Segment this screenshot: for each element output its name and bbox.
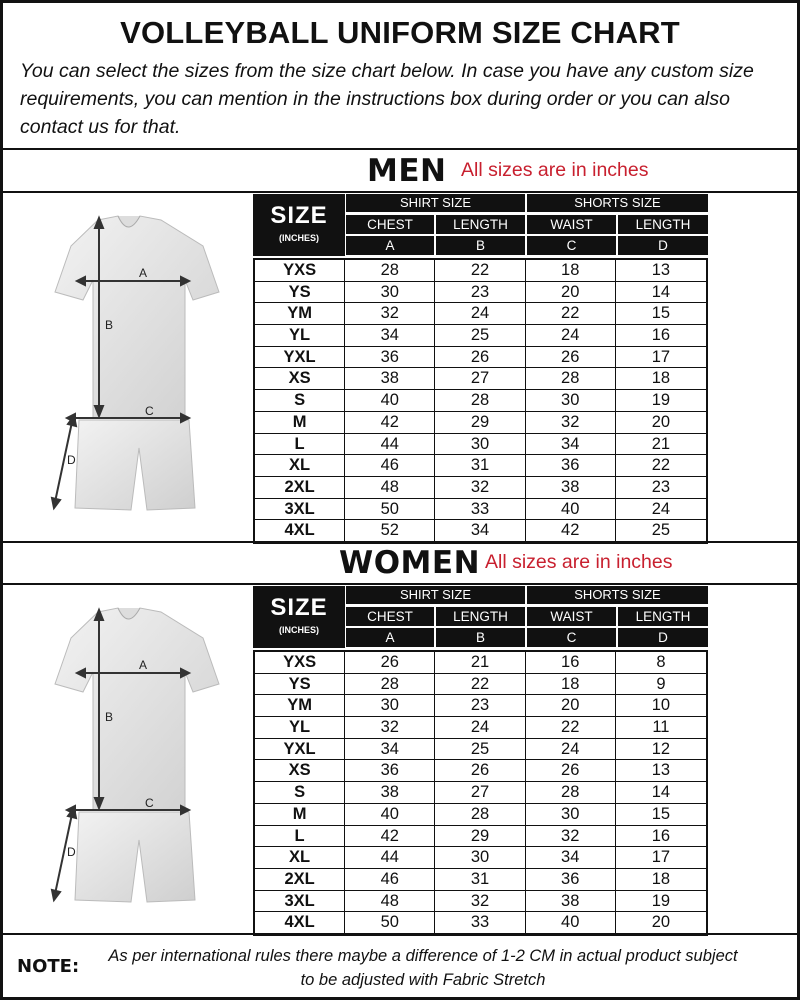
size-cell: YS — [255, 674, 345, 695]
size-cell: 3XL — [255, 891, 345, 912]
size-cell: 2XL — [255, 869, 345, 890]
measurement-cell: 20 — [651, 913, 671, 932]
measurement-cell: 26 — [526, 760, 616, 781]
size-cell: YM — [255, 695, 345, 716]
col-shirt-length: LENGTH — [436, 215, 525, 234]
measurement-cell: 19 — [651, 891, 671, 910]
measurement-cell: 40 — [526, 499, 616, 520]
intro-text: You can select the sizes from the size chart below. In case you have any custom size requirements, you can mention in the instructions box during order or you can also contact us for that. — [20, 60, 754, 138]
measurement-cell: 31 — [435, 455, 525, 476]
table-row — [255, 760, 706, 782]
table-row — [255, 826, 706, 848]
table-row — [255, 674, 706, 696]
measurement-cell: 19 — [651, 391, 671, 410]
measurement-cell: 18 — [651, 869, 671, 888]
measurement-cell: 33 — [435, 499, 525, 520]
col-letter-b: B — [436, 236, 525, 255]
divider — [3, 191, 797, 193]
measurement-cell: 20 — [651, 412, 671, 431]
note-text: As per international rules there maybe a difference of 1-2 CM in actual product subject to be adjusted with Fabric Stretch — [108, 947, 738, 989]
page-title: VOLLEYBALL UNIFORM SIZE CHART — [120, 15, 680, 50]
measurement-cell: 38 — [345, 368, 435, 389]
measurement-cell: 30 — [526, 390, 616, 411]
measurement-cell: 26 — [345, 652, 435, 673]
measurement-cell: 28 — [435, 390, 525, 411]
measurement-cell: 50 — [345, 912, 435, 934]
measurement-cell: 11 — [652, 718, 670, 737]
size-header-cell — [253, 586, 345, 648]
shirt-size-header: SHIRT SIZE — [346, 194, 525, 212]
table-row — [255, 390, 706, 412]
measurement-cell: 25 — [435, 739, 525, 760]
measurement-cell: 28 — [526, 368, 616, 389]
measurement-cell: 14 — [651, 783, 671, 802]
measurement-cell: 46 — [345, 869, 435, 890]
col-letter-a: A — [346, 628, 434, 647]
table-row — [255, 520, 706, 542]
measurement-cell: 36 — [345, 347, 435, 368]
women-fig-label-a: A — [139, 658, 148, 672]
measurement-cell: 28 — [345, 260, 435, 281]
measurement-cell: 25 — [651, 521, 671, 540]
women-heading: WOMEN — [339, 545, 481, 581]
measurement-cell: 42 — [526, 520, 616, 542]
measurement-cell: 28 — [435, 804, 525, 825]
measurement-cell: 16 — [651, 326, 671, 345]
measurement-cell: 32 — [435, 891, 525, 912]
col-letter-d: D — [618, 628, 708, 647]
measurement-cell: 38 — [345, 782, 435, 803]
measurement-cell: 36 — [345, 760, 435, 781]
women-fig-label-d: D — [67, 845, 76, 859]
measurement-cell: 32 — [435, 477, 525, 498]
measurement-cell: 33 — [435, 912, 525, 934]
men-size-grid — [253, 258, 708, 544]
table-row — [255, 804, 706, 826]
measurement-cell: 10 — [651, 696, 671, 715]
size-unit: (INCHES) — [279, 625, 319, 635]
measurement-cell: 38 — [526, 891, 616, 912]
women-uniform-diagram — [43, 600, 228, 920]
measurement-cell: 13 — [651, 261, 671, 279]
measurement-cell: 24 — [526, 739, 616, 760]
men-uniform-diagram — [43, 208, 228, 528]
measurement-cell: 25 — [435, 325, 525, 346]
men-fig-label-d: D — [67, 453, 76, 467]
size-cell: S — [255, 390, 345, 411]
measurement-cell: 13 — [651, 761, 671, 780]
measurement-cell: 26 — [526, 347, 616, 368]
measurement-cell: 44 — [345, 434, 435, 455]
col-chest: CHEST — [346, 215, 434, 234]
col-chest: CHEST — [346, 607, 434, 626]
measurement-cell: 48 — [345, 891, 435, 912]
measurement-cell: 14 — [651, 282, 671, 301]
size-cell: 2XL — [255, 477, 345, 498]
measurement-cell: 32 — [526, 412, 616, 433]
col-shirt-length: LENGTH — [436, 607, 525, 626]
men-units-note: All sizes are in inches — [461, 159, 649, 181]
size-label: SIZE — [270, 202, 328, 229]
measurement-cell: 31 — [435, 869, 525, 890]
measurement-cell: 46 — [345, 455, 435, 476]
size-cell: YL — [255, 325, 345, 346]
measurement-cell: 29 — [435, 826, 525, 847]
measurement-cell: 16 — [651, 826, 671, 845]
size-cell: YXS — [255, 652, 345, 673]
table-row — [255, 912, 706, 934]
table-row — [255, 717, 706, 739]
measurement-cell: 18 — [526, 260, 616, 281]
measurement-cell: 36 — [526, 455, 616, 476]
size-cell: XL — [255, 455, 345, 476]
measurement-cell: 42 — [345, 826, 435, 847]
measurement-cell: 42 — [345, 412, 435, 433]
table-row — [255, 869, 706, 891]
measurement-cell: 20 — [526, 282, 616, 303]
measurement-cell: 32 — [345, 717, 435, 738]
measurement-cell: 9 — [656, 674, 666, 693]
women-size-grid — [253, 650, 708, 936]
measurement-cell: 8 — [656, 653, 666, 671]
note-label: NOTE: — [17, 956, 80, 977]
measurement-cell: 30 — [435, 434, 525, 455]
women-fig-label-b: B — [105, 710, 114, 724]
measurement-cell: 34 — [526, 434, 616, 455]
measurement-cell: 15 — [651, 304, 671, 323]
col-letter-c: C — [527, 236, 616, 255]
table-row — [255, 347, 706, 369]
measurement-cell: 40 — [345, 804, 435, 825]
table-row — [255, 695, 706, 717]
measurement-cell: 30 — [345, 282, 435, 303]
measurement-cell: 22 — [651, 456, 671, 475]
measurement-cell: 48 — [345, 477, 435, 498]
measurement-cell: 34 — [526, 847, 616, 868]
measurement-cell: 18 — [651, 369, 671, 388]
size-cell: XS — [255, 760, 345, 781]
table-row — [255, 282, 706, 304]
table-row — [255, 303, 706, 325]
measurement-cell: 29 — [435, 412, 525, 433]
table-row — [255, 455, 706, 477]
measurement-cell: 15 — [651, 804, 671, 823]
measurement-cell: 23 — [435, 695, 525, 716]
divider — [3, 541, 797, 543]
size-label: SIZE — [270, 594, 328, 621]
measurement-cell: 38 — [526, 477, 616, 498]
measurement-cell: 32 — [526, 826, 616, 847]
table-row — [255, 782, 706, 804]
measurement-cell: 34 — [435, 520, 525, 542]
women-units-note: All sizes are in inches — [485, 551, 673, 573]
table-row — [255, 260, 706, 282]
measurement-cell: 52 — [345, 520, 435, 542]
men-fig-label-c: C — [145, 404, 154, 418]
measurement-cell: 12 — [651, 739, 671, 758]
measurement-cell: 24 — [651, 499, 671, 518]
men-fig-label-b: B — [105, 318, 114, 332]
measurement-cell: 40 — [526, 912, 616, 934]
size-cell: M — [255, 412, 345, 433]
col-letter-a: A — [346, 236, 434, 255]
divider — [3, 933, 797, 935]
table-row — [255, 499, 706, 521]
table-row — [255, 412, 706, 434]
measurement-cell: 24 — [435, 717, 525, 738]
shorts-size-header: SHORTS SIZE — [527, 586, 708, 604]
measurement-cell: 44 — [345, 847, 435, 868]
table-row — [255, 434, 706, 456]
shirt-size-header: SHIRT SIZE — [346, 586, 525, 604]
measurement-cell: 22 — [526, 303, 616, 324]
size-cell: S — [255, 782, 345, 803]
measurement-cell: 21 — [651, 434, 671, 453]
measurement-cell: 22 — [435, 674, 525, 695]
measurement-cell: 32 — [345, 303, 435, 324]
measurement-cell: 23 — [651, 477, 671, 496]
col-letter-b: B — [436, 628, 525, 647]
measurement-cell: 17 — [651, 347, 671, 366]
measurement-cell: 22 — [526, 717, 616, 738]
size-cell: YXL — [255, 739, 345, 760]
size-header-cell — [253, 194, 345, 256]
measurement-cell: 24 — [435, 303, 525, 324]
measurement-cell: 18 — [526, 674, 616, 695]
measurement-cell: 30 — [526, 804, 616, 825]
divider — [3, 583, 797, 585]
table-row — [255, 739, 706, 761]
size-cell: L — [255, 826, 345, 847]
col-waist: WAIST — [527, 607, 616, 626]
col-letter-c: C — [527, 628, 616, 647]
size-cell: XS — [255, 368, 345, 389]
divider — [3, 148, 797, 150]
size-cell: L — [255, 434, 345, 455]
col-shorts-length: LENGTH — [618, 607, 708, 626]
table-row — [255, 891, 706, 913]
measurement-cell: 30 — [345, 695, 435, 716]
measurement-cell: 24 — [526, 325, 616, 346]
col-shorts-length: LENGTH — [618, 215, 708, 234]
size-cell: 4XL — [255, 520, 345, 542]
measurement-cell: 40 — [345, 390, 435, 411]
table-row — [255, 368, 706, 390]
table-row — [255, 477, 706, 499]
table-row — [255, 847, 706, 869]
size-cell: M — [255, 804, 345, 825]
col-letter-d: D — [618, 236, 708, 255]
size-cell: YM — [255, 303, 345, 324]
measurement-cell: 22 — [435, 260, 525, 281]
measurement-cell: 26 — [435, 347, 525, 368]
measurement-cell: 28 — [526, 782, 616, 803]
measurement-cell: 27 — [435, 782, 525, 803]
size-cell: 4XL — [255, 912, 345, 934]
size-cell: YS — [255, 282, 345, 303]
size-unit: (INCHES) — [279, 233, 319, 243]
men-fig-label-a: A — [139, 266, 148, 280]
measurement-cell: 30 — [435, 847, 525, 868]
measurement-cell: 17 — [651, 848, 671, 867]
table-row — [255, 325, 706, 347]
size-cell: YXL — [255, 347, 345, 368]
measurement-cell: 26 — [435, 760, 525, 781]
measurement-cell: 28 — [345, 674, 435, 695]
shorts-size-header: SHORTS SIZE — [527, 194, 708, 212]
measurement-cell: 27 — [435, 368, 525, 389]
measurement-cell: 34 — [345, 325, 435, 346]
size-cell: YL — [255, 717, 345, 738]
women-fig-label-c: C — [145, 796, 154, 810]
table-row — [255, 652, 706, 674]
measurement-cell: 23 — [435, 282, 525, 303]
measurement-cell: 20 — [526, 695, 616, 716]
col-waist: WAIST — [527, 215, 616, 234]
measurement-cell: 16 — [526, 652, 616, 673]
size-cell: YXS — [255, 260, 345, 281]
measurement-cell: 34 — [345, 739, 435, 760]
size-cell: XL — [255, 847, 345, 868]
measurement-cell: 36 — [526, 869, 616, 890]
measurement-cell: 21 — [435, 652, 525, 673]
men-heading: MEN — [367, 153, 447, 189]
size-cell: 3XL — [255, 499, 345, 520]
measurement-cell: 50 — [345, 499, 435, 520]
